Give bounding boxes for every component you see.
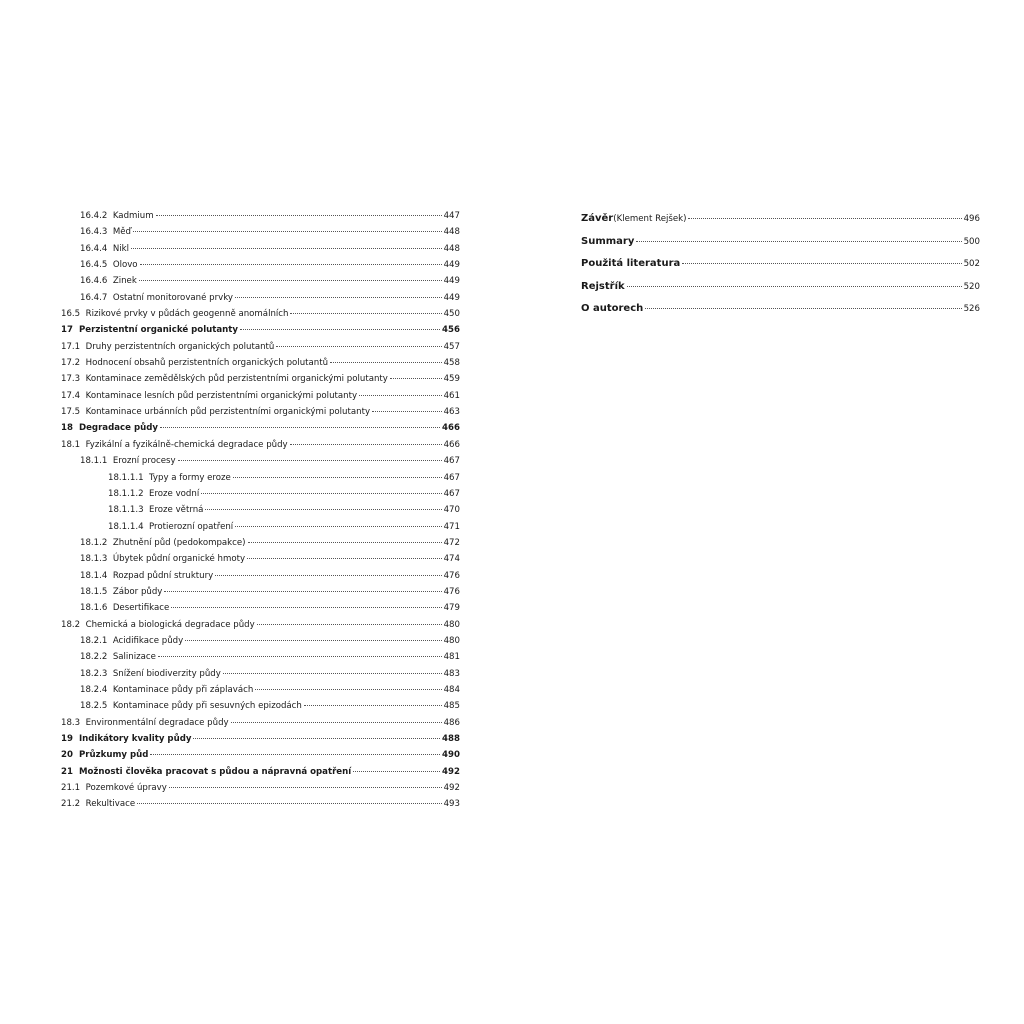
toc-dot-leader <box>290 444 442 445</box>
toc-entry <box>61 437 460 453</box>
toc-entry-number: 19 <box>61 734 73 744</box>
toc-entry-number: 18.3 <box>61 717 81 728</box>
toc-entry-page: 484 <box>443 684 460 695</box>
toc-entry <box>61 682 460 698</box>
toc-entry <box>61 764 460 780</box>
toc-entry-page: 458 <box>443 358 460 369</box>
toc-entry-page: 449 <box>443 292 460 303</box>
toc-entry <box>61 780 460 796</box>
toc-entry <box>61 649 460 665</box>
toc-entry-page: 467 <box>443 488 460 499</box>
toc-entry-title: Typy a formy eroze <box>149 472 231 483</box>
toc-entry <box>61 486 460 502</box>
toc-entry-page: 457 <box>443 341 460 352</box>
toc-entry-page: 456 <box>442 325 460 336</box>
toc-entry-page: 492 <box>442 766 460 777</box>
toc-entry <box>61 453 460 469</box>
toc-entry-title: Environmentální degradace půdy <box>85 717 229 728</box>
toc-entry-title: Kadmium <box>112 211 154 221</box>
toc-entry-number: 16.4.5 <box>80 260 108 271</box>
toc-dot-leader <box>257 624 442 625</box>
toc-entry-page: 448 <box>443 243 460 254</box>
toc-dot-leader <box>193 738 440 739</box>
toc-entry-page: 467 <box>443 456 460 467</box>
toc-entry-number: 21.1 <box>61 783 81 794</box>
toc-entry-page: 449 <box>443 260 460 271</box>
toc-entry-number: 17 <box>61 325 73 336</box>
toc-entry-page: 449 <box>443 276 460 287</box>
toc-entry-page: 467 <box>443 472 460 483</box>
toc-entry-title: Protierozní opatření <box>149 521 234 532</box>
toc-dot-leader <box>330 362 442 363</box>
toc-entry-title: Zinek <box>112 276 137 287</box>
toc-entry-page: 490 <box>442 750 460 761</box>
toc-entry-page: 448 <box>443 227 460 238</box>
toc-entry-number: 18.1.1.4 <box>108 521 144 532</box>
toc-entry <box>61 339 460 355</box>
toc-entry-title: Zábor půdy <box>112 586 163 597</box>
toc-entry-number: 17.2 <box>61 358 81 369</box>
toc-entry-title: Salinizace <box>112 652 156 663</box>
toc-entry-number: 17.1 <box>61 341 81 352</box>
toc-dot-leader <box>139 280 442 281</box>
toc-dot-leader <box>372 411 442 412</box>
toc-entry <box>61 355 460 371</box>
toc-entry-page: 488 <box>442 734 460 744</box>
toc-entry <box>61 388 460 404</box>
toc-dot-leader <box>133 231 442 232</box>
toc-entry-title: Fyzikální a fyzikálně-chemická degradace půdy <box>85 439 288 450</box>
toc-dot-leader <box>160 427 440 428</box>
toc-entry-page: 483 <box>443 668 460 679</box>
toc-entry <box>61 584 460 600</box>
toc-entry-number: 18.1.1 <box>80 456 108 467</box>
toc-entry-page: 520 <box>963 281 980 292</box>
toc-entry-title: Rekultivace <box>85 799 136 810</box>
toc-entry <box>61 273 460 289</box>
toc-dot-leader <box>231 722 442 723</box>
toc-entry <box>61 322 460 338</box>
toc-entry-page: 476 <box>443 570 460 581</box>
toc-dot-leader <box>636 241 961 242</box>
toc-entry-title: Hodnocení obsahů perzistentních organických polutantů <box>85 358 329 369</box>
toc-entry-page: 459 <box>443 374 460 385</box>
toc-dot-leader <box>156 215 442 216</box>
toc-entry <box>581 298 980 321</box>
toc-entry-title: Indikátory kvality půdy <box>78 734 192 744</box>
toc-dot-leader <box>185 640 441 641</box>
toc-entry-title: Průzkumy půd <box>78 750 149 761</box>
toc-entry <box>61 208 460 224</box>
toc-entry-number: 17.5 <box>61 407 81 418</box>
toc-entry <box>581 276 980 299</box>
toc-entry-title: Druhy perzistentních organických polutantů <box>85 341 275 352</box>
toc-dot-leader <box>215 575 441 576</box>
toc-entry-title: O autorech <box>581 303 644 314</box>
toc-entry <box>61 568 460 584</box>
toc-entry-number: 21.2 <box>61 799 81 810</box>
toc-entry <box>61 617 460 633</box>
toc-dot-leader <box>158 656 442 657</box>
toc-entry-title: Degradace půdy <box>78 423 158 434</box>
toc-entry-page: 466 <box>442 423 460 434</box>
toc-entry-title: Kontaminace urbánních půd perzistentními organickými polutanty <box>85 407 371 418</box>
toc-entry-title: Zhutnění půd (pedokompakce) <box>112 537 246 548</box>
toc-entry-page: 472 <box>443 537 460 548</box>
toc-entry-number: 18.1.2 <box>80 537 108 548</box>
toc-entry-page: 486 <box>443 717 460 728</box>
toc-entry-number: 18.2.3 <box>80 668 108 679</box>
toc-entry <box>61 404 460 420</box>
toc-entry-number: 18.1.1.2 <box>108 488 144 499</box>
toc-entry-page: 496 <box>963 214 980 224</box>
toc-entry-title: Ostatní monitorované prvky <box>112 292 233 303</box>
toc-entry-title: Eroze větrná <box>149 505 204 516</box>
toc-entry-page: 493 <box>443 799 460 810</box>
toc-entry <box>61 257 460 273</box>
toc-dot-leader <box>353 771 440 772</box>
toc-entry-title: Rozpad půdní struktury <box>112 570 214 581</box>
toc-entry-number: 17.4 <box>61 390 81 401</box>
toc-entry-title: Desertifikace <box>112 603 170 614</box>
toc-entry-title: Kontaminace zemědělských půd perzistentními organickými polutanty <box>85 374 388 385</box>
toc-dot-leader <box>248 542 442 543</box>
toc-entry-title: Eroze vodní <box>149 488 200 499</box>
toc-dot-leader <box>290 313 441 314</box>
toc-entry <box>61 470 460 486</box>
toc-entry <box>61 600 460 616</box>
toc-entry-number: 18.1.4 <box>80 570 108 581</box>
toc-entry-title: Úbytek půdní organické hmoty <box>112 554 246 565</box>
toc-dot-leader <box>627 286 962 287</box>
toc-entry-page: 474 <box>443 554 460 565</box>
toc-dot-leader <box>137 803 441 804</box>
toc-entry-number: 18.2.1 <box>80 635 108 646</box>
toc-entry <box>61 224 460 240</box>
toc-entry <box>61 551 460 567</box>
toc-entry-page: 480 <box>443 635 460 646</box>
toc-entry-page: 481 <box>443 652 460 663</box>
toc-entry-number: 21 <box>61 766 73 777</box>
toc-entry-page: 492 <box>443 783 460 794</box>
toc-entry <box>581 231 980 254</box>
toc-entry <box>61 796 460 812</box>
toc-entry-number: 18.1.1.1 <box>108 472 144 483</box>
toc-entry-page: 502 <box>963 259 980 269</box>
toc-entry-number: 16.5 <box>61 309 81 320</box>
toc-entry-page: 470 <box>443 505 460 516</box>
toc-entry-number: 18.1 <box>61 439 81 450</box>
toc-dot-leader <box>645 308 961 309</box>
toc-entry-page: 447 <box>443 211 460 221</box>
toc-entry-title: Nikl <box>112 243 129 254</box>
toc-entry <box>581 208 980 231</box>
toc-entry-title: Kontaminace půdy při sesuvných epizodách <box>112 701 302 712</box>
toc-dot-leader <box>240 329 440 330</box>
toc-entry <box>61 666 460 682</box>
toc-dot-leader <box>390 378 442 379</box>
toc-entry-page: 450 <box>443 309 460 320</box>
toc-dot-leader <box>131 248 442 249</box>
toc-entry-page: 476 <box>443 586 460 597</box>
toc-dot-leader <box>359 395 442 396</box>
toc-dot-leader <box>164 591 441 592</box>
toc-entry <box>61 241 460 257</box>
toc-entry-title: Rejstřík <box>581 280 625 292</box>
toc-entry-title: Summary <box>581 235 635 247</box>
toc-dot-leader <box>223 673 442 674</box>
toc-entry <box>61 715 460 731</box>
toc-entry-number: 20 <box>61 750 73 761</box>
toc-entry-number: 16.4.7 <box>80 292 108 303</box>
toc-entry-page: 526 <box>963 304 980 314</box>
toc-entry-title: Použitá literatura <box>581 258 681 269</box>
toc-entry-number: 16.4.4 <box>80 243 108 254</box>
toc-entry-title: Pozemkové úpravy <box>85 783 167 794</box>
toc-entry-title: Olovo <box>112 260 138 271</box>
toc-entry-number: 17.3 <box>61 374 81 385</box>
toc-dot-leader <box>233 477 442 478</box>
toc-dot-leader <box>178 460 442 461</box>
toc-entry <box>61 535 460 551</box>
toc-entry <box>61 731 460 747</box>
toc-entry-page: 480 <box>443 619 460 630</box>
toc-entry-page: 461 <box>443 390 460 401</box>
toc-entry-number: 18.2.2 <box>80 652 108 663</box>
toc-dot-leader <box>235 526 441 527</box>
toc-entry-title: Závěr <box>581 213 614 224</box>
toc-dot-leader <box>201 493 441 494</box>
toc-dot-leader <box>682 263 961 264</box>
toc-entry-number: 18.1.3 <box>80 554 108 565</box>
toc-entry-number: 18.2.5 <box>80 701 108 712</box>
toc-dot-leader <box>255 689 441 690</box>
toc-entry <box>61 420 460 436</box>
toc-entry <box>61 306 460 322</box>
toc-entry-number: 18.1.6 <box>80 603 108 614</box>
toc-entry-number: 16.4.3 <box>80 227 108 238</box>
toc-entry-number: 18.1.1.3 <box>108 505 144 516</box>
toc-entry <box>61 633 460 649</box>
toc-dot-leader <box>169 787 442 788</box>
toc-entry-title: Perzistentní organické polutanty <box>78 325 239 336</box>
toc-entry <box>61 371 460 387</box>
toc-entry-number: 16.4.2 <box>80 211 108 221</box>
toc-dot-leader <box>150 754 440 755</box>
toc-entry-title: Rizikové prvky v půdách geogenně anomálních <box>85 309 289 320</box>
toc-dot-leader <box>140 264 442 265</box>
toc-entry-title: Kontaminace půdy při záplavách <box>112 684 254 695</box>
toc-entry <box>61 519 460 535</box>
toc-entry-page: 466 <box>443 439 460 450</box>
toc-dot-leader <box>171 607 441 608</box>
toc-entry-title: Chemická a biologická degradace půdy <box>85 619 255 630</box>
toc-entry-title: Kontaminace lesních půd perzistentními organickými polutanty <box>85 390 358 401</box>
toc-entry-number: 18.1.5 <box>80 586 108 597</box>
toc-entry-title: Erozní procesy <box>112 456 176 467</box>
toc-dot-leader <box>276 346 441 347</box>
toc-right-column <box>581 208 980 321</box>
toc-dot-leader <box>304 705 442 706</box>
toc-entry-page: 479 <box>443 603 460 614</box>
toc-entry-page: 471 <box>443 521 460 532</box>
toc-entry-page: 485 <box>443 701 460 712</box>
toc-entry <box>61 290 460 306</box>
toc-entry-title: Acidifikace půdy <box>112 635 184 646</box>
toc-entry-number: 18.2 <box>61 619 81 630</box>
toc-dot-leader <box>205 509 441 510</box>
toc-entry-number: 18 <box>61 423 73 434</box>
toc-entry-title: Měď <box>112 227 131 238</box>
toc-entry <box>61 502 460 518</box>
toc-dot-leader <box>688 218 961 219</box>
toc-entry-number: 16.4.6 <box>80 276 108 287</box>
toc-dot-leader <box>235 297 442 298</box>
toc-entry <box>581 253 980 276</box>
toc-entry <box>61 747 460 763</box>
toc-entry-number: 18.2.4 <box>80 684 108 695</box>
toc-left-column <box>61 208 460 813</box>
toc-dot-leader <box>247 558 442 559</box>
toc-entry <box>61 698 460 714</box>
toc-entry-page: 500 <box>963 236 980 247</box>
toc-entry-title: Možnosti člověka pracovat s půdou a nápravná opatření <box>78 766 352 777</box>
toc-entry-author: (Klement Rejšek) <box>613 214 687 224</box>
toc-entry-title: Snížení biodiverzity půdy <box>112 668 221 679</box>
toc-entry-page: 463 <box>443 407 460 418</box>
